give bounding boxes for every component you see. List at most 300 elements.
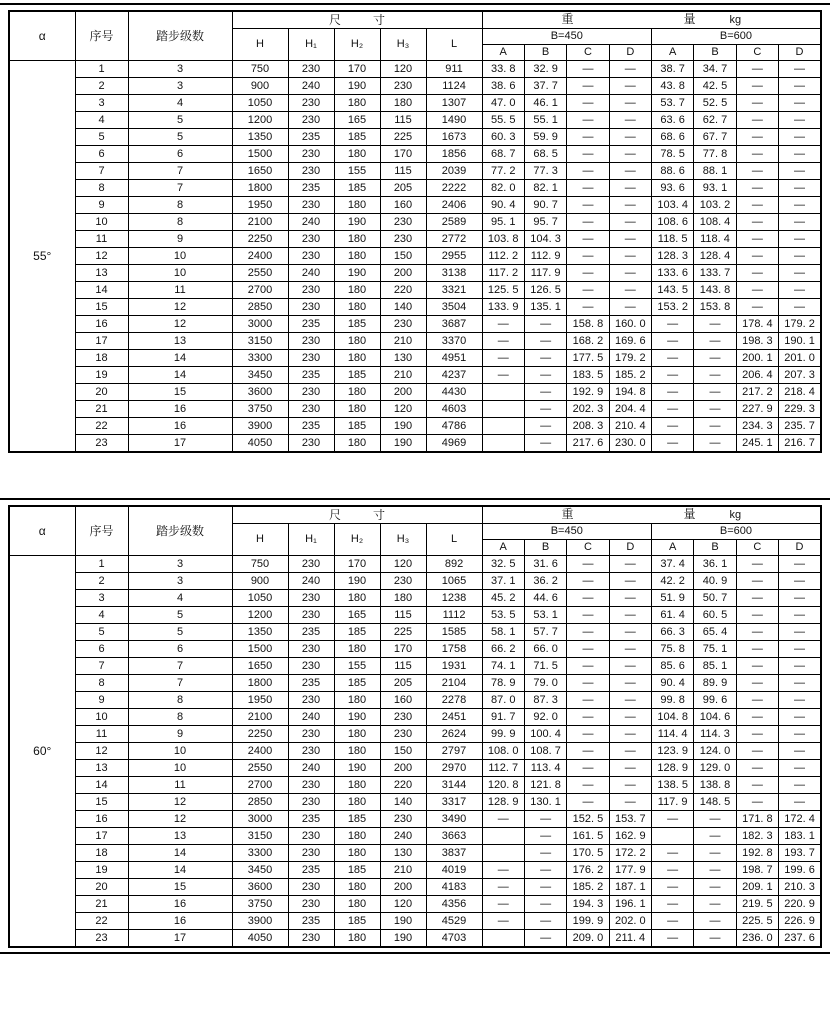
table-cell: — [651,384,693,401]
table-cell: — [694,896,736,913]
header-H2: H₂ [334,524,380,556]
alpha-value: 55° [9,61,75,453]
header-b450-D: D [609,45,651,61]
table-cell: 8 [75,675,128,692]
table-cell: 4 [128,590,232,607]
table-cell: 230 [288,879,334,896]
table-row [9,180,821,197]
table-cell: 1050 [232,95,288,112]
table-cell: 2400 [232,248,288,265]
table-cell: 2700 [232,282,288,299]
table-cell: 1650 [232,163,288,180]
table-cell: — [736,607,778,624]
table-cell: — [482,333,524,350]
table-row [9,658,821,675]
table-row [9,163,821,180]
table-cell: 4603 [426,401,482,418]
table-cell: 230 [288,641,334,658]
table-cell: — [779,146,821,163]
table-cell: 153. 2 [651,299,693,316]
header-b450-B: B [524,45,566,61]
table-cell: — [567,146,609,163]
table-cell: 112. 2 [482,248,524,265]
table-cell: 187. 1 [609,879,651,896]
table-cell: 7 [75,163,128,180]
table-cell: 2451 [426,709,482,726]
header-b450-A: A [482,540,524,556]
table-cell: 3321 [426,282,482,299]
table-cell: 104. 8 [651,709,693,726]
table-cell: — [524,862,566,879]
table-cell: — [736,675,778,692]
table-row [9,61,821,78]
dim-title-char1: 尺 [329,12,342,27]
table-cell: 210 [380,862,426,879]
table-cell: — [779,231,821,248]
table-row [9,760,821,777]
table-cell: 207. 3 [779,367,821,384]
table-cell: 17 [75,828,128,845]
table-cell: 180 [334,146,380,163]
table-row [9,350,821,367]
table-cell: — [736,214,778,231]
table-cell: — [736,265,778,282]
table-cell: 61. 4 [651,607,693,624]
table-cell: 2550 [232,760,288,777]
table-cell: — [779,709,821,726]
table-cell: — [609,675,651,692]
table-cell: 169. 6 [609,333,651,350]
table-cell: 226. 9 [779,913,821,930]
table-cell: — [779,197,821,214]
table-cell: 171. 8 [736,811,778,828]
table-cell: 235 [288,180,334,197]
table-cell: 240 [288,78,334,95]
table-cell: 9 [128,726,232,743]
table-cell: — [609,658,651,675]
table-cell: — [524,350,566,367]
table-cell: 89. 9 [694,675,736,692]
table-cell: — [736,573,778,590]
table-cell: 4 [128,95,232,112]
table-cell: — [694,384,736,401]
spec-table-55deg [8,10,822,453]
table-cell: 240 [288,265,334,282]
table-cell: 180 [334,590,380,607]
table-cell: 235. 7 [779,418,821,435]
table-cell: 5 [128,624,232,641]
table-cell: — [482,811,524,828]
table-cell: — [736,112,778,129]
table-cell: — [736,146,778,163]
header-b600-A: A [651,540,693,556]
table-cell: 108. 6 [651,214,693,231]
table-cell: 180 [334,95,380,112]
table-cell: — [779,248,821,265]
table-cell: 192. 8 [736,845,778,862]
table-cell: 199. 6 [779,862,821,879]
table-cell: 180 [334,692,380,709]
table-cell: 202. 3 [567,401,609,418]
table-cell: 5 [75,129,128,146]
table-cell: 180 [334,845,380,862]
table-cell: 4183 [426,879,482,896]
table-cell: 44. 6 [524,590,566,607]
table-cell: 14 [128,862,232,879]
table-cell: — [524,845,566,862]
table-cell: 230 [288,112,334,129]
table-cell: 20 [75,879,128,896]
table-cell: 77. 2 [482,163,524,180]
table-cell: 165 [334,112,380,129]
table-cell: 13 [128,828,232,845]
table-cell: 179. 2 [779,316,821,333]
table-cell: 218. 4 [779,384,821,401]
table-cell: 750 [232,61,288,78]
table-cell: 8 [128,197,232,214]
table-cell: 185 [334,675,380,692]
table-cell: 230 [288,692,334,709]
table-cell: — [567,556,609,573]
table-cell: — [567,129,609,146]
table-cell: 143. 8 [694,282,736,299]
table-cell: 34. 7 [694,61,736,78]
table-cell: 190 [334,78,380,95]
table-cell: 4 [75,607,128,624]
table-cell: 128. 3 [651,248,693,265]
table-cell: — [609,112,651,129]
table-cell: — [609,248,651,265]
table-cell: 230 [288,197,334,214]
table-cell: 210. 4 [609,418,651,435]
table-cell: 15 [75,299,128,316]
table-cell: 3663 [426,828,482,845]
weight-title-char2: 量 [683,12,696,26]
table-cell: 217. 2 [736,384,778,401]
table-cell: 153. 7 [609,811,651,828]
table-cell: 220 [380,777,426,794]
table-row [9,299,821,316]
table-cell: — [609,760,651,777]
table-cell: — [779,590,821,607]
table-cell: — [609,214,651,231]
table-cell: 220. 9 [779,896,821,913]
table-cell: — [651,845,693,862]
table-cell: 57. 7 [524,624,566,641]
table-row [9,641,821,658]
table-cell: 2100 [232,709,288,726]
table-cell: 66. 3 [651,624,693,641]
table-cell: 143. 5 [651,282,693,299]
table-cell: 4356 [426,896,482,913]
table-cell: 230 [288,607,334,624]
table-cell: 10 [128,265,232,282]
table-cell: 17 [128,435,232,453]
table-cell: 230 [288,777,334,794]
table-cell: 180 [334,282,380,299]
table-cell: 230 [288,248,334,265]
table-cell: 103. 4 [651,197,693,214]
table-cell: 88. 1 [694,163,736,180]
table-cell: 190 [380,418,426,435]
table-cell: — [736,61,778,78]
table-cell: — [779,641,821,658]
table-cell: — [779,607,821,624]
table-cell: 82. 1 [524,180,566,197]
table-cell: 21 [75,896,128,913]
header-b450: B=450 [482,29,651,45]
table-cell: 79. 0 [524,675,566,692]
table-cell: 108. 4 [694,214,736,231]
table-cell: 2039 [426,163,482,180]
table-cell: 14 [75,777,128,794]
table-cell: 33. 8 [482,61,524,78]
table-cell: 1931 [426,658,482,675]
table-cell [651,828,693,845]
table-cell: 18 [75,845,128,862]
table-cell [482,435,524,453]
table-cell: 3450 [232,862,288,879]
table-cell: 4237 [426,367,482,384]
table-cell: 55. 1 [524,112,566,129]
table-cell: 3900 [232,913,288,930]
table-cell: 117. 9 [651,794,693,811]
table-cell: 85. 6 [651,658,693,675]
table-row [9,367,821,384]
table-row [9,316,821,333]
table-cell: — [609,794,651,811]
table-cell: 1050 [232,590,288,607]
table-cell: 230 [380,573,426,590]
table-row [9,692,821,709]
table-cell: — [567,112,609,129]
table-cell [482,418,524,435]
table-cell: 2222 [426,180,482,197]
table-row [9,418,821,435]
table-row [9,384,821,401]
table-cell: — [736,760,778,777]
table-cell: 10 [128,248,232,265]
table-cell: 128. 9 [651,760,693,777]
table-cell: 123. 9 [651,743,693,760]
table-cell: 6 [128,146,232,163]
header-serial-number: 序号 [75,506,128,556]
dim-title-char2: 寸 [373,12,386,27]
table-cell: 9 [128,231,232,248]
table-cell: 3490 [426,811,482,828]
table-cell: 176. 2 [567,862,609,879]
table-cell: — [736,709,778,726]
table-row [9,112,821,129]
table-cell: 2550 [232,265,288,282]
table-cell: 42. 2 [651,573,693,590]
table-cell: 170 [334,61,380,78]
table-cell: 104. 6 [694,709,736,726]
dim-title-char1: 尺 [329,507,342,522]
table-cell: 155 [334,163,380,180]
table-cell: 3 [75,590,128,607]
table-cell: 183. 1 [779,828,821,845]
table-cell: 200 [380,879,426,896]
table-cell: 46. 1 [524,95,566,112]
table-cell: 225 [380,129,426,146]
table-cell: 88. 6 [651,163,693,180]
table-cell: — [779,282,821,299]
table-cell: 230 [288,350,334,367]
table-cell: 52. 5 [694,95,736,112]
table-cell: 130 [380,350,426,367]
table-cell: 185 [334,180,380,197]
table-cell: — [779,556,821,573]
table-cell: 3750 [232,896,288,913]
table-cell: — [524,333,566,350]
table-cell: — [567,231,609,248]
table-cell: 3150 [232,828,288,845]
table-cell: 4529 [426,913,482,930]
table-cell: 2797 [426,743,482,760]
table-cell: 108. 7 [524,743,566,760]
table-cell: — [567,180,609,197]
table-cell: — [567,692,609,709]
header-b450: B=450 [482,524,651,540]
table-cell: 53. 7 [651,95,693,112]
table-cell: 3370 [426,333,482,350]
table-cell: 198. 3 [736,333,778,350]
table-cell: 230 [380,709,426,726]
table-cell: 4019 [426,862,482,879]
table-cell: — [736,78,778,95]
table-cell: — [694,930,736,948]
table-cell: 130. 1 [524,794,566,811]
table-cell: 235 [288,811,334,828]
table-cell: — [694,333,736,350]
table-cell: 3750 [232,401,288,418]
table-cell: 2850 [232,299,288,316]
table-cell: 148. 5 [694,794,736,811]
table-cell: 117. 2 [482,265,524,282]
table-cell: — [694,367,736,384]
table-cell: — [567,743,609,760]
table-cell: 18 [75,350,128,367]
table-cell: — [567,641,609,658]
table-cell: 47. 0 [482,95,524,112]
table-cell: 125. 5 [482,282,524,299]
table-cell: 99. 9 [482,726,524,743]
table-cell: 230 [288,95,334,112]
table-cell: 126. 5 [524,282,566,299]
table-cell: 68. 7 [482,146,524,163]
table-row [9,709,821,726]
table-cell: 200 [380,265,426,282]
table-cell: 2850 [232,794,288,811]
divider-middle [0,498,830,500]
table-cell: 66. 0 [524,641,566,658]
header-b450-A: A [482,45,524,61]
table-cell: 50. 7 [694,590,736,607]
table-cell: 180 [334,231,380,248]
table-cell: 82. 0 [482,180,524,197]
table-cell: 5 [75,624,128,641]
table-cell: 32. 9 [524,61,566,78]
table-cell: — [609,641,651,658]
table-cell: 14 [75,282,128,299]
table-cell: 178. 4 [736,316,778,333]
table-cell: 66. 2 [482,641,524,658]
table-cell: 230 [288,299,334,316]
table-cell: 180 [334,248,380,265]
table-cell: 216. 7 [779,435,821,453]
table-cell: 19 [75,862,128,879]
table-cell: 190 [334,709,380,726]
table-row [9,930,821,948]
table-cell: 68. 6 [651,129,693,146]
table-cell: — [567,777,609,794]
table-cell: 168. 2 [567,333,609,350]
table-cell: — [651,333,693,350]
table-cell: 160 [380,692,426,709]
table-cell: — [524,384,566,401]
table-cell: 42. 5 [694,78,736,95]
table-cell: — [694,418,736,435]
table-cell: — [609,78,651,95]
table-cell: — [567,78,609,95]
table-cell: 230 [288,163,334,180]
table-cell: 12 [128,811,232,828]
table-cell: 235 [288,418,334,435]
divider-bottom [0,952,830,954]
table-cell: — [567,214,609,231]
table-cell: 230 [288,930,334,948]
table-cell: 17 [75,333,128,350]
table-cell: 4 [75,112,128,129]
table-cell: 10 [75,709,128,726]
header-b600: B=600 [651,524,821,540]
table-cell: 230 [288,828,334,845]
table-cell: 192. 9 [567,384,609,401]
table-cell: 750 [232,556,288,573]
table-cell: 103. 2 [694,197,736,214]
table-cell: — [779,112,821,129]
table-cell: — [736,282,778,299]
table-cell: 196. 1 [609,896,651,913]
table-cell: 77. 8 [694,146,736,163]
table-cell: 121. 8 [524,777,566,794]
table-cell: 892 [426,556,482,573]
table-cell: — [609,590,651,607]
table-cell: — [651,896,693,913]
table-cell: 9 [75,197,128,214]
table-cell: — [651,913,693,930]
table-row [9,845,821,862]
table-cell: 3300 [232,845,288,862]
table-cell: 177. 9 [609,862,651,879]
table-cell: 135. 1 [524,299,566,316]
table-cell: — [779,794,821,811]
table-cell: 6 [75,641,128,658]
table-cell: 1112 [426,607,482,624]
table-cell: 180 [334,828,380,845]
table-cell: 230 [288,726,334,743]
table-cell: 12 [75,248,128,265]
table-cell: 45. 2 [482,590,524,607]
table-cell [482,384,524,401]
table-cell: 75. 8 [651,641,693,658]
table-cell: — [567,573,609,590]
table-row [9,231,821,248]
table-cell: 185 [334,367,380,384]
table-cell: 177. 5 [567,350,609,367]
table-cell: 230 [380,811,426,828]
